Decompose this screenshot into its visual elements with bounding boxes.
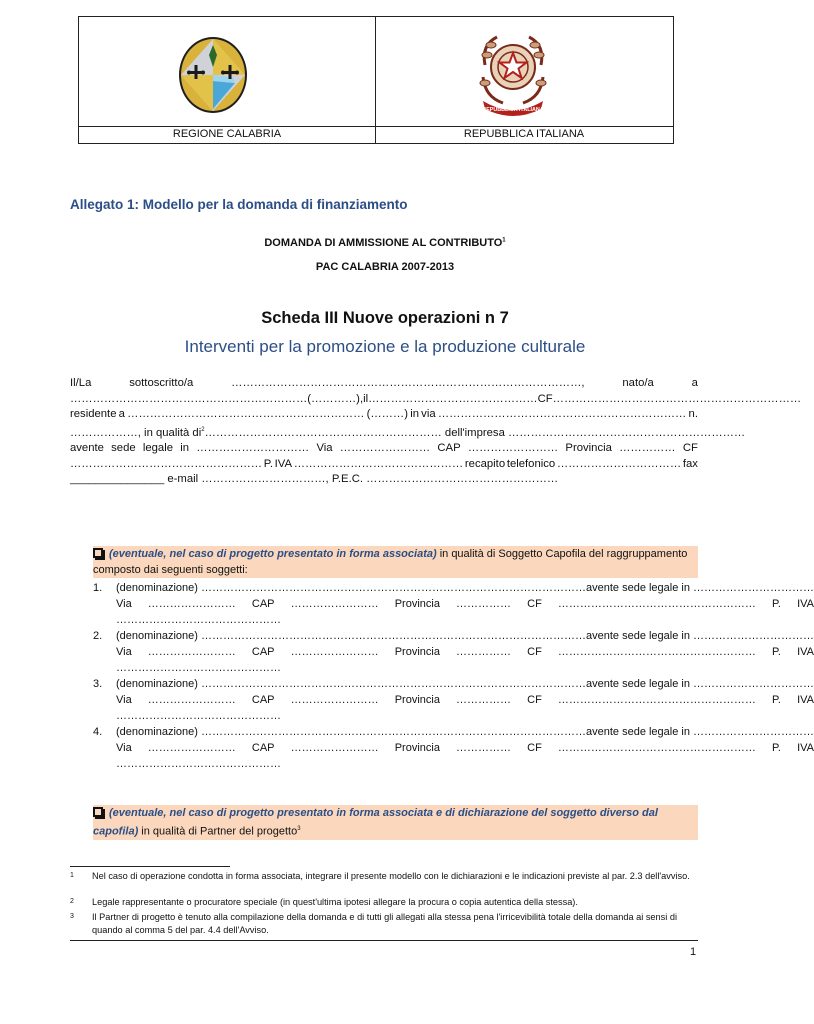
header-table — [78, 16, 674, 144]
emblem-ribbon-text: REPUBBLICA ITALIANA — [482, 107, 544, 113]
list-item: 2. (denominazione) …………………………………………………………………………………………… avente sede legale in …………………………… Via …………………… CAP …………………… Provincia …………… CF ……………………………………………… P. IVA ……………………………………… — [93, 630, 814, 674]
domanda-title: DOMANDA DI AMMISSIONE AL CONTRIBUTO$^1$ — [264, 237, 506, 249]
footnote-1: 1 Nel caso di operazione condotta in forma associata, integrare il presente modello con le dichiarazioni e le indicazioni previste al par. 2.3 dell'avviso. — [70, 871, 690, 881]
form-row-1: Il/La sottoscritto/a …………………………………………………………………………………, nato/a a — [70, 377, 698, 389]
footnote-3: 3 Il Partner di progetto è tenuto alla compilazione della domanda e di tutti gli allegati alla stessa pena l'irricevibilità totale della domanda ai sensi di quando al comma 5 del par. 4.4 dell'Avviso. — [70, 912, 677, 935]
regione-calabria-emblem — [177, 35, 249, 115]
regione-calabria-caption: REGIONE CALABRIA — [172, 128, 282, 140]
scheda-title: Scheda III Nuove operazioni n 7 — [261, 309, 509, 327]
list-item: 4. (denominazione) …………………………………………………………………………………………… avente sede legale in …………………………… Via …………………… CAP …………………… Provincia …………… CF ……………………………………………… P. IVA ……………………………………… — [93, 726, 814, 770]
capofila-box — [93, 546, 698, 578]
list-item: 3. (denominazione) …………………………………………………………………………………………… avente sede legale in …………………………… Via …………………… CAP …………………… Provincia …………… CF ……………………………………………… P. IVA ……………………………………… — [93, 678, 814, 722]
repubblica-italiana-caption: REPUBBLICA ITALIANA — [463, 128, 585, 140]
partner-text: in qualità di Partner del progetto — [138, 825, 298, 838]
allegato-title: Allegato 1: Modello per la domanda di finanziamento — [70, 197, 408, 212]
soggetti-list — [93, 580, 814, 772]
repubblica-italiana-emblem — [471, 25, 555, 117]
form-row-3: residente a ……………………………………………………… (………) in via ………………………………………………………… n. — [70, 408, 698, 421]
pac-title: PAC CALABRIA 2007-2013 — [315, 261, 455, 273]
footnote-2: 2 Legale rappresentante o procuratore speciale (in quest'ultima ipotesi allegare la procura o copia autentica della stessa). — [70, 897, 578, 907]
partner-checkbox[interactable] — [93, 807, 103, 817]
form-row-2: ……………………………………………………… (…………), il ……………………………………… CF ………………………………………………………… — [70, 392, 802, 405]
page-number: 1 — [690, 946, 697, 958]
bottom-rule — [70, 940, 698, 941]
capofila-text: in qualità di Soggetto Capofila del raggruppamento composto dai seguenti soggetti: — [93, 548, 688, 576]
partner-em-text: (eventuale, nel caso di progetto presentato in forma associata e di dichiarazione del soggetto diverso dal capofila) — [93, 807, 658, 838]
capofila-em-text: (eventuale, nel caso di progetto presentato in forma associata) — [109, 548, 437, 560]
applicant-form — [70, 376, 802, 488]
capofila-checkbox[interactable] — [93, 548, 103, 558]
form-row-6: …………………………………………… P. IVA ……………………………………… recapito telefonico …………………………… fax — [70, 457, 698, 470]
form-row-7: _______________ e-mail ……………………………, P.E.C. …………………………………………… — [70, 473, 559, 486]
interventi-title: Interventi per la promozione e la produzione culturale — [184, 337, 586, 356]
footnote-rule — [70, 866, 230, 867]
form-row-5: avente sede legale in ………………………… Via …………………… CAP …………………… Provincia …………… CF — [70, 442, 698, 455]
list-item: 1. (denominazione) …………………………………………………………………………………………… avente sede legale in …………………………… Via …………………… CAP …………………… Provincia …………… CF ……………………………………………… P. IVA ……………………………………… — [93, 582, 814, 626]
partner-box: (eventuale, nel caso di progetto presentato in forma associata e di dichiarazione del soggetto diverso dal capofila) in qualità di Partner del progetto$^3$ — [93, 805, 698, 840]
form-row-4: ………………, in qualità $di^2\dots\dots\dots\dots\dots\dots\dots\dots\dots\dots\dots\dots\dots\dots\dots\dots\dots\dots\dots\dots\dots$ dell'impresa ……………………………………………………… — [70, 426, 746, 439]
